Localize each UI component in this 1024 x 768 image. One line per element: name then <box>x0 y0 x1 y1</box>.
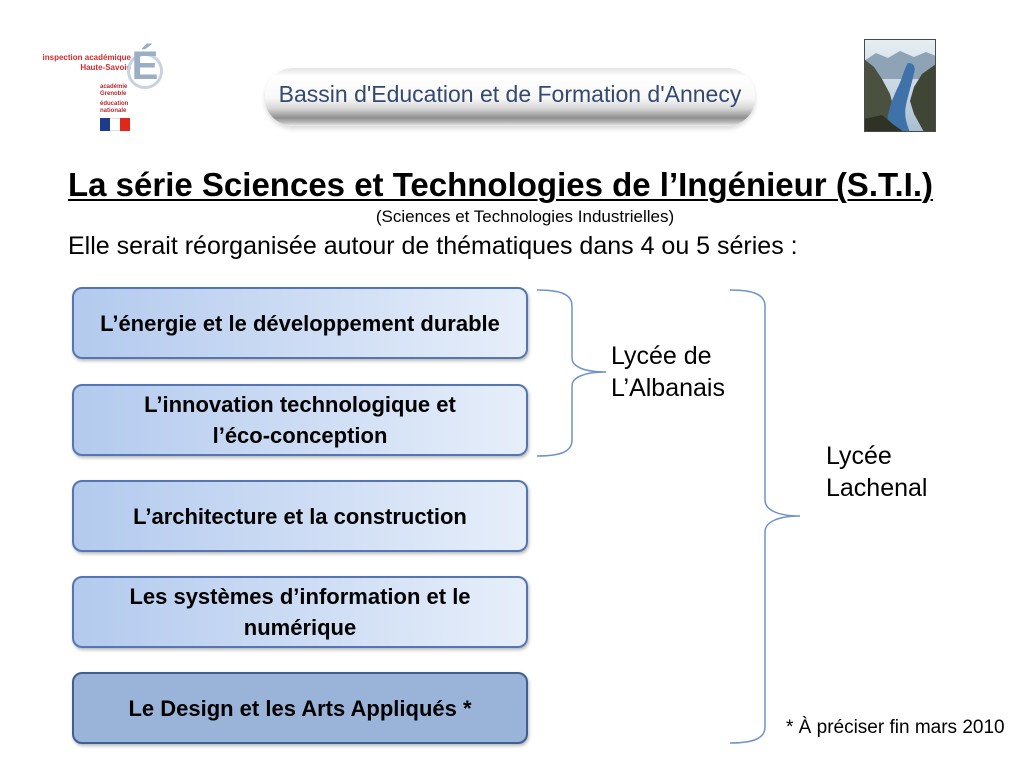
series-box-design <box>72 672 528 744</box>
page-subtitle: (Sciences et Technologies Industrielles) <box>375 207 675 226</box>
lake-photo-image <box>864 39 936 132</box>
series-box-label: L’énergie et le développement durable <box>100 310 500 336</box>
series-box-information <box>72 576 528 648</box>
logo-name-line: inspection académique <box>42 53 131 62</box>
series-box-label: numérique <box>243 615 357 640</box>
group-label-line: Lycée de <box>611 342 712 370</box>
republique-flag-icon <box>100 118 130 131</box>
group-label-line: Lycée <box>826 442 892 470</box>
group-label-line: L’Albanais <box>611 374 725 402</box>
logo-small-line: académie <box>100 84 128 90</box>
series-box-architecture <box>72 480 528 552</box>
page-title: La série Sciences et Technologies de l’Ingénieur (S.T.I.) <box>68 166 933 203</box>
logo-education-text <box>100 101 128 114</box>
series-box-label: Le Design et les Arts Appliqués * <box>128 695 472 721</box>
intro-text: Elle serait réorganisée autour de thématiques dans 4 ou 5 séries : <box>68 232 798 260</box>
logo-name-line: Haute-Savoie <box>80 62 131 72</box>
logo-small-line: éducation <box>100 101 129 107</box>
brace-lachenal <box>730 290 800 743</box>
logo-name <box>40 53 131 72</box>
series-box-energie <box>72 287 528 359</box>
banner-title: Bassin d'Education et de Formation d'Annecy <box>278 81 742 107</box>
footnote: * À préciser fin mars 2010 <box>786 717 1005 738</box>
group-label-lachenal <box>826 440 927 504</box>
logo-small-line: Grenoble <box>100 90 127 97</box>
group-label-line: Lachenal <box>826 474 928 502</box>
series-box-label: Les systèmes d’information et le <box>129 584 471 609</box>
group-label-albanais <box>611 340 725 404</box>
series-box-label: L’architecture et la construction <box>133 503 467 529</box>
logo-emblem-letter: É <box>131 44 159 88</box>
logo-academie-text <box>100 84 127 97</box>
lake-photo <box>864 39 936 132</box>
series-box-innovation <box>72 384 528 456</box>
brace-albanais <box>537 290 606 456</box>
logo-small-line: nationale <box>100 107 127 114</box>
academie-logo <box>40 40 166 138</box>
header-banner <box>265 68 755 126</box>
series-box-label: l’éco-conception <box>212 423 388 448</box>
series-box-label: L’innovation technologique et <box>144 392 456 417</box>
